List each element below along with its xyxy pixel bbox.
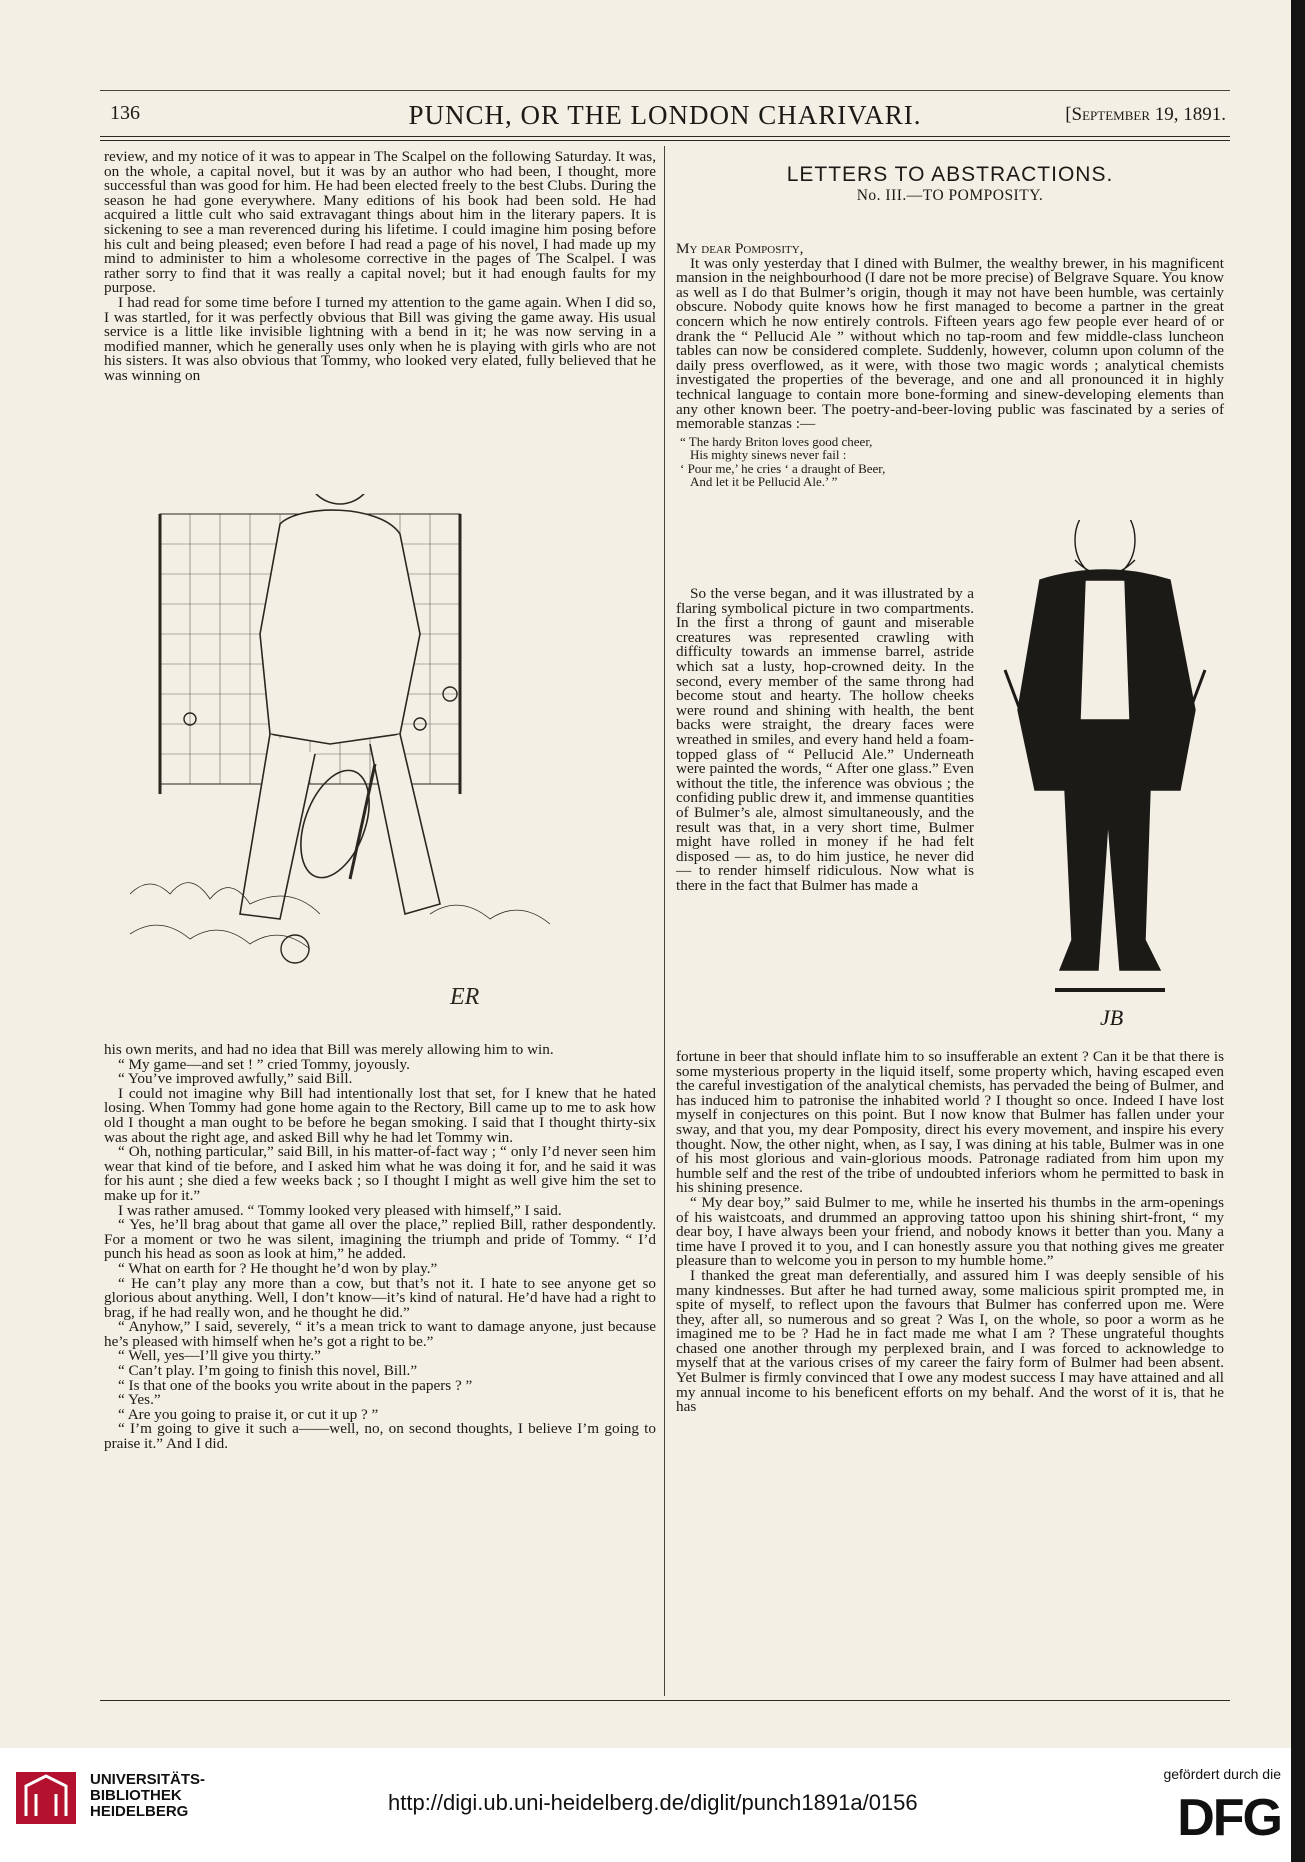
dialogue-line: “ Is that one of the books you write about in the papers ? ” <box>118 1376 473 1394</box>
dialogue-line: “ Yes, he’ll brag about that game all over the place,” replied Bill, rather despondently. For a moment or two he was silent, imagining the triumph and pride of Tommy. “ I’d punch his head as soon as look at him,” he added. <box>104 1216 656 1263</box>
dialogue-line: “ Are you going to praise it, or cut it up ? ” <box>118 1405 379 1423</box>
issue-date: [September 19, 1891. <box>1065 104 1226 125</box>
dialogue-line: “ My dear boy,” said Bulmer to me, while he inserted his thumbs in the arm-openings of his waistcoats, and drummed an approving tattoo upon his shining shirt-front, “ my dear boy, I have always been your friend, and nobody knows it better than you. Many a time have I proved it to you, and I can honestly assure you that nothing gives me greater pleasure than to welcome you in person to my humble home.” <box>676 1193 1224 1270</box>
paragraph: fortune in beer that should inflate him to so insufferable an extent ? Can it be that there is some mysterious property in the liquid itself, some property which, having escaped even the careful investigation of the analytical chemists, has pervaded the being of Bulmer, and has induced him to patronise the inhabited world ? I thought so once. Indeed I have lost myself in conjectures on this point. But I now know that Bulmer has fallen under your sway, and that you, my dear Pomposity, direct his every movement, and inspire his every thought. Now, the other night, when, as I say, I was dining at his table, Bulmer was in one of his most glorious and vain-glorious moods. Patronage radiated from him upon my humble self and the rest of the tribe of undoubted inferiors whom he permitted to bask in his shining presence. <box>676 1048 1224 1197</box>
verse-line: His mighty sinews never fail : <box>690 447 847 463</box>
tennis-player-illustration <box>130 494 650 1034</box>
dialogue-line: “ What on earth for ? He thought he’d won by play.” <box>118 1259 438 1277</box>
library-name <box>90 1772 205 1820</box>
article-heading <box>676 163 1224 204</box>
verse-line: “ The hardy Briton loves good cheer, <box>680 433 873 449</box>
dialogue-line: “ I’m going to give it such a——well, no, on second thoughts, I believe I’m going to praise it.” And I did. <box>104 1420 656 1453</box>
header-rule <box>100 136 1230 137</box>
dfg-logo: DFG <box>1177 1789 1281 1847</box>
page-header <box>100 100 1230 132</box>
library-name-line: HEIDELBERG <box>90 1803 189 1820</box>
verse-line: And let it be Pellucid Ale.’ ” <box>690 474 838 490</box>
page-title: PUNCH, OR THE LONDON CHARIVARI. <box>408 100 922 130</box>
library-name-line: BIBLIOTHEK <box>90 1787 182 1804</box>
column-divider <box>664 146 665 1696</box>
paragraph: I was rather amused. “ Tommy looked very pleased with himself,” I said. <box>118 1201 562 1219</box>
paragraph: I thanked the great man deferentially, and assured him I was deeply sensible of his many kindnesses. But after he had turned away, some malicious spirit prompted me, in spite of myself, to reflect upon the favours that Bulmer has conferred upon me. Were they, after all, so numerous and so great ? Was I, on the whole, so poor a worm as he imagined me to be ? Had he in fact made me what I am ? These ungrateful thoughts chased one another through my perplexed brain, and I was forced to acknowledge to myself that at the various crises of my career the fairy form of Bulmer had been absent. Yet Bulmer is firmly convinced that I owe any modest success I may have attained and all my annual income to his beneficent efforts on my behalf. And the worst of it is, that he has <box>676 1266 1224 1416</box>
paragraph: his own merits, and had no idea that Bill was merely allowing him to win. <box>104 1041 554 1058</box>
paragraph: It was only yesterday that I dined with Bulmer, the wealthy brewer, in his magnificent mansion in the neighbourhood (I dare not be more precise) of Belgrave Square. You know as well as I do that Bulmer’s origin, though it may not have been humble, was certainly obscure. Nobody quite knows how he first managed to become a partner in the great concern which he now entirely controls. Fifteen years ago few people ever heard of or drank the “ Pellucid Ale ” without which no tap-room and few middle-class luncheon tables can now be considered complete. Suddenly, however, column upon column of the daily press overflowed, as it were, with those two magic words ; analytical chemists investigated the properties of the beverage, and one and all pronounced it in highly technical language to contain more bone-forming and sinew-developing elements than any other known beer. The poetry-and-beer-loving public was fascinated by a series of memorable stanzas :— <box>676 254 1224 433</box>
verse-line: ‘ Pour me,’ he cries ‘ a draught of Beer, <box>680 460 886 476</box>
salutation: My dear Pomposity, <box>676 240 804 257</box>
dialogue-line: “ Yes.” <box>118 1391 161 1409</box>
paragraph: So the verse began, and it was illustrated by a flaring symbolical picture in two compartments. In the first a throng of gaunt and miserable creatures was represented crawling with difficulty towards an immense barrel, astride which sat a lusty, hop-crowned deity. In the second, every member of the same throng had become stout and hearty. The hollow cheeks were round and shining with health, the bent backs were straight, the dreary faces were wreathed in smiles, and every hand held a foam-topped glass of “ Pellucid Ale.” Underneath were painted the words, “ After one glass.” Even without the title, the inference was obvious ; the confiding public drew it, and immense quantities of Bulmer’s ale, almost simultaneously, and the result was that, in a very short time, Bulmer might have rolled in money if he had felt disposed — as, to do him justice, he never did — to render himself ridiculous. Now what is there in the fact that Bulmer has made a <box>676 585 974 894</box>
page-number: 136 <box>110 102 140 124</box>
source-url-link[interactable]: http://digi.ub.uni-heidelberg.de/diglit/punch1891a/0156 <box>388 1790 918 1815</box>
dialogue-line: “ He can’t play any more than a cow, but that’s not it. I hate to see anyone get so glorious about anything. Well, I don’t know—it’s kind of natural. He’d have had a right to brag, if he had really won, and he thought he did.” <box>104 1274 656 1321</box>
dialogue-line: “ You’ve improved awfully,” said Bill. <box>118 1070 353 1088</box>
scan-edge <box>1291 0 1305 1862</box>
svg-text:ER: ER <box>450 984 480 1010</box>
paragraph: I could not imagine why Bill had intentionally lost that set, for I knew that he hated losing. When Tommy had gone home again to the Rectory, Bill came up to me to ask how old I thought a man ought to be before he began smoking. I said that I thought thirty-six was about the right age, and asked Bill why he had let Tommy win. <box>104 1084 656 1146</box>
dialogue-line: “ Well, yes—I’ll give you thirty.” <box>118 1347 321 1365</box>
dialogue-line: “ My game—and set ! ” cried Tommy, joyously. <box>118 1055 410 1073</box>
dialogue-line: “ Can’t play. I’m going to finish this novel, Bill.” <box>118 1362 418 1380</box>
right-column-narrow <box>676 587 974 893</box>
article-title: LETTERS TO ABSTRACTIONS. <box>786 163 1114 186</box>
article-subtitle: No. III.—TO POMPOSITY. <box>856 186 1044 204</box>
right-column-bottom <box>676 1050 1224 1415</box>
university-logo-icon <box>12 1768 82 1828</box>
library-name-line: UNIVERSITÄTS- <box>90 1771 206 1788</box>
left-column-top <box>104 150 656 384</box>
dialogue-line: “ Anyhow,” I said, severely, “ it’s a mean trick to want to damage anyone, just because he’s pleased with himself when he’s got a right to be.” <box>104 1318 656 1350</box>
right-column-top <box>676 242 1224 493</box>
paragraph: I had read for some time before I turned my attention to the game again. When I did so, I was startled, for it was perfectly obvious that Bill was giving the game away. His usual service is a little like invisible lightning with a bend in it; he was now serving in a modified manner, which he generally uses only when he is playing with girls who are not his sisters. It was also obvious that Tommy, who looked very elated, fully believed that he was winning on <box>104 293 656 384</box>
svg-text:JB: JB <box>1100 1005 1124 1030</box>
header-rule <box>100 140 1230 141</box>
left-column-bottom <box>104 1043 656 1452</box>
header-rule-top <box>100 90 1230 91</box>
verse <box>680 435 1224 489</box>
pompous-man-illustration <box>980 520 1230 1040</box>
dialogue-line: “ Oh, nothing particular,” said Bill, in his matter-of-fact way ; “ only I’d never seen him wear that kind of tie before, and I asked him what he was doing it for, and he said it was for his aunt ; she died a few weeks back ; so I thought I might as well give him the set to make up for it.” <box>104 1143 656 1204</box>
paragraph: review, and my notice of it was to appear in The Scalpel on the following Saturday. It was, on the whole, a capital novel, but it was by an author who had been, I thought, more successful than was good for him. He had been elected freely to the best Clubs. During the season he had gone everywhere. Many editions of his book had been sold. He had acquired a little cult who said extravagant things about him in the literary papers. It is sickening to see a man reverenced during his lifetime. I could imagine him posing before his cult and being pleased; even before I had read a page of his novel, I had made up my mind to administer to him a wholesome corrective in the pages of The Scalpel. I was rather sorry to find that it was really a capital novel; but it had enough faults for my purpose. <box>104 148 656 297</box>
sponsor-text: gefördert durch die <box>1163 1766 1281 1782</box>
bottom-rule <box>100 1700 1230 1701</box>
footer-bar <box>0 1748 1291 1862</box>
